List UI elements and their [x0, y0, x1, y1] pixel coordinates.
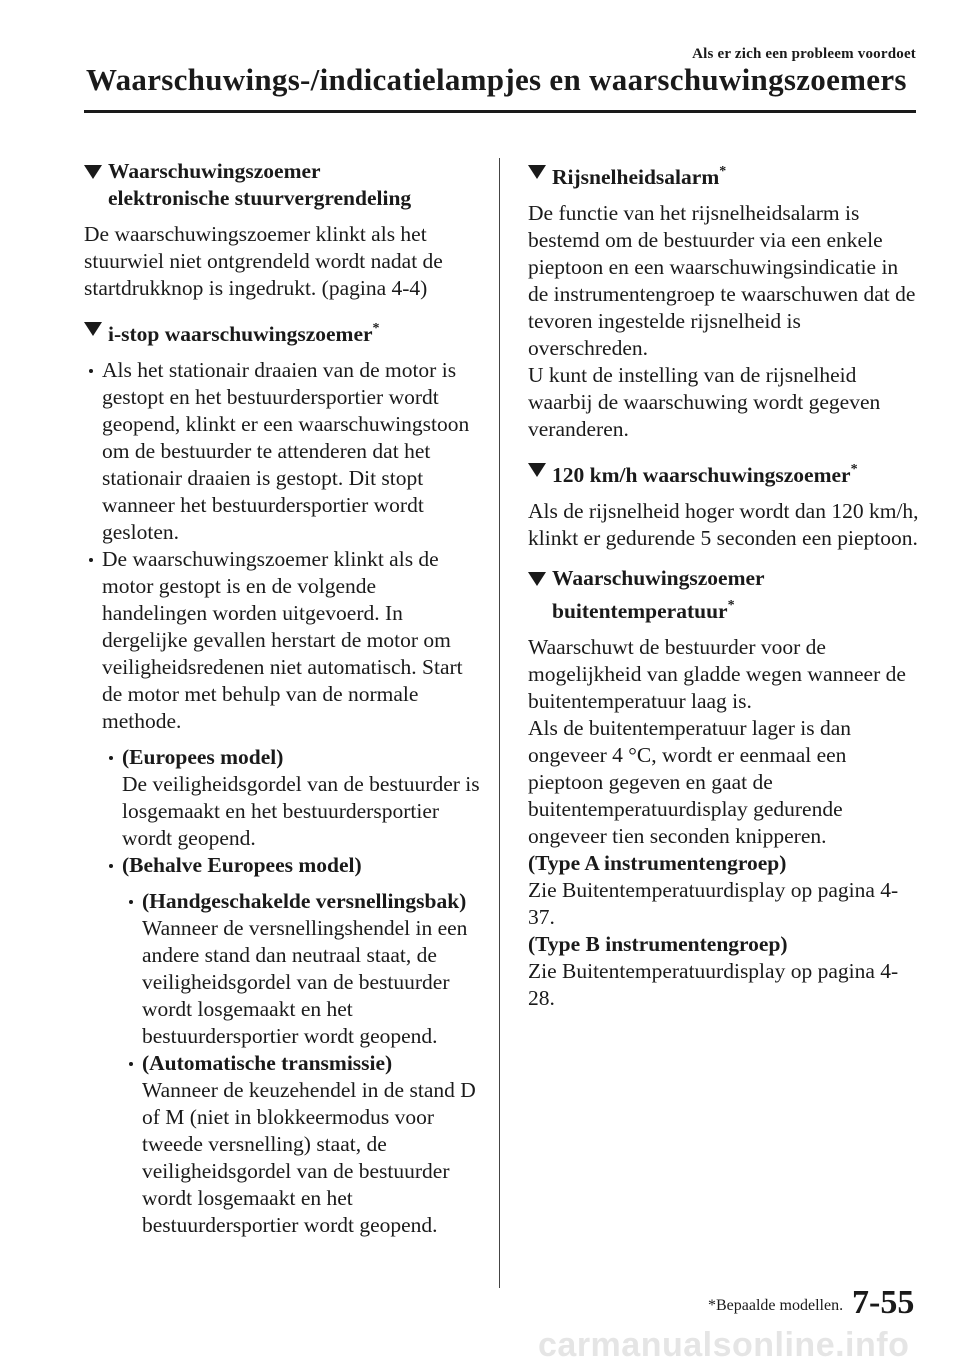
asterisk-mark: *	[719, 164, 727, 179]
bullet-dot-icon	[89, 369, 93, 373]
type-a-reference: Zie Buitentemperatuurdisplay op pagina 4-37.	[528, 878, 899, 929]
paragraph: Als de buitentemperatuur lager is dan ongeveer 4 °C, wordt er eenmaal een pieptoon gegeven en gaat de buitentemperatuurdisplay gedurende ongeveer tien seconden knipperen.	[528, 716, 851, 848]
bullet-item	[84, 357, 480, 546]
bullet-text: Als het stationair draaien van de motor is gestopt en het bestuurdersportier wordt geopend, klinkt er een waarschuwingstoon om de bestuurder te attenderen dat het stationair draaien is gestopt. Dit stopt wanneer het bestuurdersportier wordt gesloten.	[102, 358, 470, 544]
heading-istop	[84, 315, 480, 348]
sub-text: De veiligheidsgordel van de bestuurder is losgemaakt en het bestuurdersportier wordt geopend.	[122, 772, 480, 850]
page-number: 7-55	[852, 1284, 915, 1321]
triangle-bullet-icon	[528, 165, 546, 179]
bullet-text: De waarschuwingszoemer klinkt als de motor gestopt is en de volgende handelingen worden uitgevoerd. In dergelijke gevallen herstart de motor om veiligheidsredenen niet automatisch. Start de motor met behulp van de normale methode.	[102, 547, 463, 733]
bullet-dot-icon	[89, 558, 93, 562]
paragraph: De functie van het rijsnelheidsalarm is bestemd om de bestuurder via een enkele pieptoon en een waarschuwingsindicatie in de instrumentengroep te waarschuwen dat de tevoren ingestelde rijsnelheid is overschreden.	[528, 201, 916, 360]
triangle-bullet-icon	[528, 572, 546, 586]
triangle-bullet-icon	[84, 165, 102, 179]
bullet-item-european	[84, 744, 480, 852]
bullet-item-automatic	[84, 1050, 480, 1239]
bullet-dot-icon	[129, 900, 133, 904]
heading-text: i-stop waarschuwingszoemer	[108, 322, 373, 346]
paragraph: U kunt de instelling van de rijsnelheid waarbij de waarschuwing wordt gegeven veranderen.	[528, 363, 881, 441]
asterisk-mark: *	[850, 462, 858, 477]
sub-label: (Behalve Europees model)	[122, 853, 362, 877]
heading-line-1: Waarschuwingszoemer	[552, 566, 765, 590]
type-a-label: (Type A instrumentengroep)	[528, 851, 787, 875]
heading-speed-alarm	[528, 158, 920, 191]
sub-text: Wanneer de keuzehendel in de stand D of M (niet in blokkeermodus voor tweede versnelling) staat, de veiligheidsgordel van de bestuurder wordt losgemaakt en het bestuurdersportier wordt geopend.	[142, 1078, 476, 1237]
page-title: Waarschuwings-/indicatielampjes en waarschuwingszoemers	[86, 62, 907, 97]
sub-label: (Europees model)	[122, 745, 284, 769]
triangle-bullet-icon	[84, 322, 102, 336]
bullet-item-non-european	[84, 852, 480, 879]
heading-text: 120 km/h waarschuwingszoemer	[552, 463, 851, 487]
asterisk-mark: *	[372, 321, 380, 336]
sub-text: Wanneer de versnellingshendel in een andere stand dan neutraal staat, de veiligheidsgordel van de bestuurder wordt losgemaakt en het bestuurdersportier wordt geopend.	[142, 916, 468, 1048]
header-rule	[84, 110, 916, 113]
type-b-label: (Type B instrumentengroep)	[528, 932, 788, 956]
section-label: Als er zich een probleem voordoet	[692, 46, 916, 62]
footnote: *Bepaalde modellen.	[708, 1297, 844, 1314]
bullet-dot-icon	[109, 864, 113, 868]
bullet-item-manual	[84, 888, 480, 1050]
heading-outside-temp	[528, 565, 920, 625]
heading-steering-lock	[84, 158, 480, 212]
bullet-dot-icon	[109, 756, 113, 760]
right-column	[528, 158, 920, 1012]
type-b-reference: Zie Buitentemperatuurdisplay op pagina 4-28.	[528, 959, 899, 1010]
paragraph: Als de rijsnelheid hoger wordt dan 120 km/h, klinkt er gedurende 5 seconden een pieptoon.	[528, 499, 919, 550]
heading-line-2: elektronische stuurvergrendeling	[108, 186, 412, 210]
watermark: carmanualsonline.info	[538, 1326, 910, 1364]
sub-label: (Handgeschakelde versnellingsbak)	[142, 889, 467, 913]
asterisk-mark: *	[727, 598, 735, 613]
triangle-bullet-icon	[528, 463, 546, 477]
bullet-item	[84, 546, 480, 735]
heading-text: buitentemperatuur	[552, 599, 728, 623]
sub-label: (Automatische transmissie)	[142, 1051, 393, 1075]
heading-line-2	[552, 592, 920, 625]
paragraph: De waarschuwingszoemer klinkt als het stuurwiel niet ontgrendeld wordt nadat de startdrukknop is ingedrukt. (pagina 4-4)	[84, 222, 443, 300]
left-column	[84, 158, 480, 1239]
heading-120-buzzer	[528, 456, 920, 489]
column-divider	[499, 158, 500, 1288]
bullet-dot-icon	[129, 1062, 133, 1066]
heading-text: Rijsnelheidsalarm	[552, 165, 720, 189]
paragraph: Waarschuwt de bestuurder voor de mogelijkheid van gladde wegen wanneer de buitentemperatuur laag is.	[528, 635, 906, 713]
heading-line-1: Waarschuwingszoemer	[108, 159, 321, 183]
